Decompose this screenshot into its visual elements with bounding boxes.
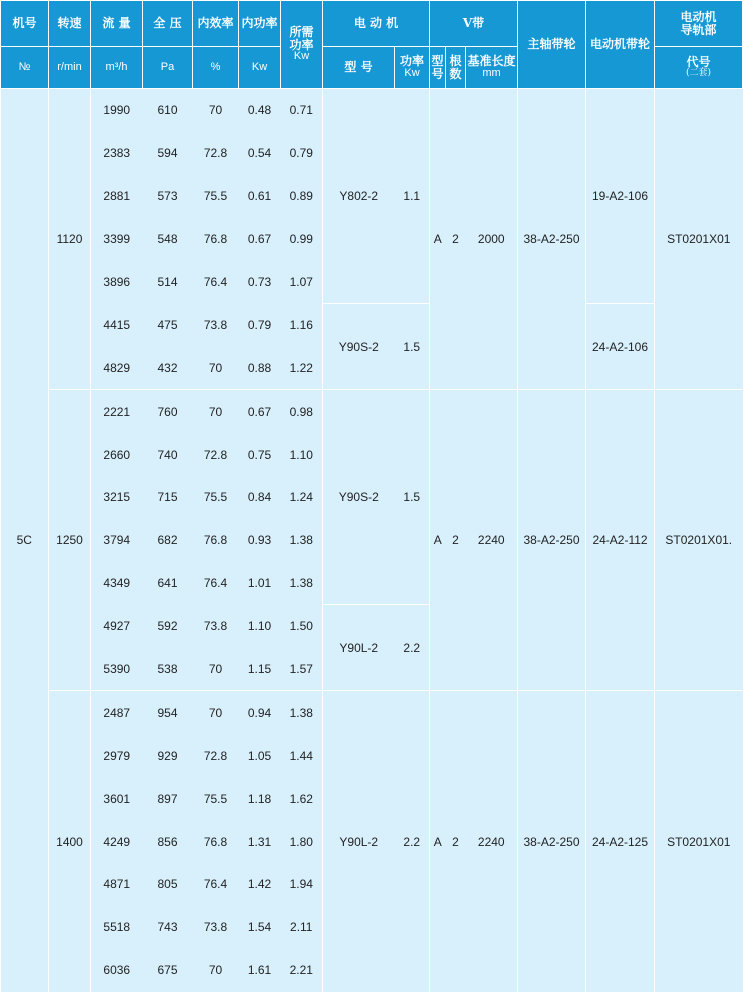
internal-power-cell: 0.67 bbox=[239, 218, 281, 261]
required-power-cell: 1.80 bbox=[281, 820, 323, 863]
pressure-cell: 805 bbox=[143, 863, 193, 906]
vbelt-length-cell: 2240 bbox=[466, 390, 518, 691]
header-motor-power bbox=[395, 47, 430, 89]
table-row bbox=[1, 303, 743, 346]
flow-cell: 2221 bbox=[91, 390, 143, 433]
motor-pulley-cell: 24-A2-106 bbox=[586, 303, 655, 389]
pressure-cell: 514 bbox=[143, 261, 193, 304]
flow-cell: 3215 bbox=[91, 476, 143, 519]
efficiency-cell: 70 bbox=[193, 89, 239, 132]
header-motor-power-l2: Kw bbox=[404, 67, 420, 80]
header-main-pulley: 主轴带轮 bbox=[518, 1, 586, 89]
header-vbelt-count-l2: 数 bbox=[449, 66, 462, 81]
header-rail-code bbox=[655, 47, 743, 89]
motor-power-cell: 1.1 bbox=[395, 89, 430, 304]
pressure-cell: 475 bbox=[143, 303, 193, 346]
motor-power-cell: 2.2 bbox=[395, 605, 430, 691]
flow-cell: 4927 bbox=[91, 605, 143, 648]
flow-cell: 6036 bbox=[91, 949, 143, 992]
required-power-cell: 1.38 bbox=[281, 562, 323, 605]
pressure-cell: 432 bbox=[143, 346, 193, 389]
pressure-cell: 573 bbox=[143, 175, 193, 218]
header-speed-unit: r/min bbox=[49, 47, 91, 89]
header-pressure: 全 压 bbox=[143, 1, 193, 47]
pressure-cell: 929 bbox=[143, 734, 193, 777]
vbelt-type-cell: A bbox=[430, 691, 446, 992]
header-efficiency-unit: % bbox=[193, 47, 239, 89]
header-flow: 流 量 bbox=[91, 1, 143, 47]
motor-pulley-cell: 24-A2-112 bbox=[586, 390, 655, 691]
header-vbelt-type-l2: 号 bbox=[431, 66, 444, 81]
flow-cell: 1990 bbox=[91, 89, 143, 132]
speed-cell: 1120 bbox=[49, 89, 91, 390]
flow-cell: 5390 bbox=[91, 648, 143, 691]
speed-cell: 1250 bbox=[49, 390, 91, 691]
efficiency-cell: 72.8 bbox=[193, 132, 239, 175]
efficiency-cell: 73.8 bbox=[193, 906, 239, 949]
internal-power-cell: 0.75 bbox=[239, 433, 281, 476]
flow-cell: 2881 bbox=[91, 175, 143, 218]
header-vbelt-length bbox=[466, 47, 518, 89]
rail-code-cell: ST0201X01 bbox=[655, 691, 743, 992]
required-power-cell: 2.11 bbox=[281, 906, 323, 949]
speed-cell: 1400 bbox=[49, 691, 91, 992]
internal-power-cell: 0.79 bbox=[239, 303, 281, 346]
pressure-cell: 760 bbox=[143, 390, 193, 433]
internal-power-cell: 0.84 bbox=[239, 476, 281, 519]
efficiency-cell: 76.4 bbox=[193, 261, 239, 304]
motor-model-cell: Y90L-2 bbox=[323, 691, 395, 992]
required-power-cell: 0.79 bbox=[281, 132, 323, 175]
required-power-cell: 1.57 bbox=[281, 648, 323, 691]
required-power-cell: 0.89 bbox=[281, 175, 323, 218]
header-machine-no: 机号 bbox=[1, 1, 49, 47]
internal-power-cell: 0.73 bbox=[239, 261, 281, 304]
internal-power-cell: 1.01 bbox=[239, 562, 281, 605]
required-power-cell: 1.50 bbox=[281, 605, 323, 648]
pressure-cell: 592 bbox=[143, 605, 193, 648]
flow-cell: 2383 bbox=[91, 132, 143, 175]
internal-power-cell: 1.05 bbox=[239, 734, 281, 777]
efficiency-cell: 70 bbox=[193, 648, 239, 691]
required-power-cell: 2.21 bbox=[281, 949, 323, 992]
internal-power-cell: 1.31 bbox=[239, 820, 281, 863]
main-pulley-cell: 38-A2-250 bbox=[518, 89, 586, 390]
header-vbelt-count bbox=[446, 47, 466, 89]
efficiency-cell: 72.8 bbox=[193, 734, 239, 777]
flow-cell: 2979 bbox=[91, 734, 143, 777]
motor-pulley-cell: 24-A2-125 bbox=[586, 691, 655, 992]
pressure-cell: 641 bbox=[143, 562, 193, 605]
flow-cell: 2487 bbox=[91, 691, 143, 734]
required-power-cell: 1.16 bbox=[281, 303, 323, 346]
pressure-cell: 675 bbox=[143, 949, 193, 992]
rail-code-cell: ST0201X01. bbox=[655, 390, 743, 691]
vbelt-length-cell: 2000 bbox=[466, 89, 518, 390]
vbelt-length-cell: 2240 bbox=[466, 691, 518, 992]
efficiency-cell: 75.5 bbox=[193, 777, 239, 820]
efficiency-cell: 72.8 bbox=[193, 433, 239, 476]
required-power-cell: 1.38 bbox=[281, 519, 323, 562]
flow-cell: 4871 bbox=[91, 863, 143, 906]
internal-power-cell: 1.10 bbox=[239, 605, 281, 648]
header-rail-code-label: 代号 bbox=[686, 55, 711, 70]
header-machine-no-unit: № bbox=[1, 47, 49, 89]
vbelt-count-cell: 2 bbox=[446, 691, 466, 992]
efficiency-cell: 70 bbox=[193, 691, 239, 734]
header-required-power-unit: Kw bbox=[293, 50, 310, 63]
header-motor-pulley: 电动机带轮 bbox=[586, 1, 655, 89]
pressure-cell: 548 bbox=[143, 218, 193, 261]
flow-cell: 4829 bbox=[91, 346, 143, 389]
table-row bbox=[1, 89, 743, 132]
motor-power-cell: 1.5 bbox=[395, 303, 430, 389]
flow-cell: 4415 bbox=[91, 303, 143, 346]
pressure-cell: 740 bbox=[143, 433, 193, 476]
required-power-cell: 1.24 bbox=[281, 476, 323, 519]
efficiency-cell: 76.8 bbox=[193, 218, 239, 261]
required-power-cell: 1.62 bbox=[281, 777, 323, 820]
header-motor-model: 型 号 bbox=[323, 47, 395, 89]
table-row bbox=[1, 691, 743, 734]
header-required-power-l1: 所需 bbox=[289, 25, 314, 40]
efficiency-cell: 75.5 bbox=[193, 476, 239, 519]
pressure-cell: 856 bbox=[143, 820, 193, 863]
header-vbelt-length-label: 基准长度 bbox=[467, 54, 516, 69]
pressure-cell: 682 bbox=[143, 519, 193, 562]
efficiency-cell: 70 bbox=[193, 949, 239, 992]
motor-power-cell: 1.5 bbox=[395, 390, 430, 605]
flow-cell: 3601 bbox=[91, 777, 143, 820]
vbelt-count-cell: 2 bbox=[446, 89, 466, 390]
internal-power-cell: 1.54 bbox=[239, 906, 281, 949]
main-pulley-cell: 38-A2-250 bbox=[518, 390, 586, 691]
header-rail-sets: (二套) bbox=[686, 68, 712, 79]
flow-cell: 2660 bbox=[91, 433, 143, 476]
pressure-cell: 538 bbox=[143, 648, 193, 691]
flow-cell: 3794 bbox=[91, 519, 143, 562]
internal-power-cell: 0.61 bbox=[239, 175, 281, 218]
header-internal-power: 内功率 bbox=[239, 1, 281, 47]
table-row bbox=[1, 390, 743, 433]
internal-power-cell: 0.48 bbox=[239, 89, 281, 132]
internal-power-cell: 1.42 bbox=[239, 863, 281, 906]
vbelt-type-cell: A bbox=[430, 390, 446, 691]
motor-model-cell: Y90L-2 bbox=[323, 605, 395, 691]
vbelt-type-cell: A bbox=[430, 89, 446, 390]
motor-model-cell: Y802-2 bbox=[323, 89, 395, 304]
efficiency-cell: 76.8 bbox=[193, 519, 239, 562]
header-vbelt-count-l1: 根 bbox=[449, 53, 462, 68]
required-power-cell: 0.99 bbox=[281, 218, 323, 261]
required-power-cell: 1.07 bbox=[281, 261, 323, 304]
efficiency-cell: 76.4 bbox=[193, 562, 239, 605]
rail-code-cell: ST0201X01 bbox=[655, 89, 743, 390]
required-power-cell: 1.22 bbox=[281, 346, 323, 389]
motor-power-cell: 2.2 bbox=[395, 691, 430, 992]
required-power-cell: 0.71 bbox=[281, 89, 323, 132]
efficiency-cell: 76.8 bbox=[193, 820, 239, 863]
efficiency-cell: 70 bbox=[193, 346, 239, 389]
required-power-cell: 0.98 bbox=[281, 390, 323, 433]
header-internal-power-unit: Kw bbox=[239, 47, 281, 89]
header-pressure-unit: Pa bbox=[143, 47, 193, 89]
table-header bbox=[1, 1, 743, 89]
internal-power-cell: 1.15 bbox=[239, 648, 281, 691]
header-vbelt: V带 bbox=[430, 1, 518, 47]
flow-cell: 3896 bbox=[91, 261, 143, 304]
header-motor-power-l1: 功率 bbox=[400, 54, 425, 69]
pressure-cell: 610 bbox=[143, 89, 193, 132]
motor-model-cell: Y90S-2 bbox=[323, 303, 395, 389]
vbelt-count-cell: 2 bbox=[446, 390, 466, 691]
header-rail bbox=[655, 1, 743, 47]
main-pulley-cell: 38-A2-250 bbox=[518, 691, 586, 992]
pressure-cell: 743 bbox=[143, 906, 193, 949]
table-body bbox=[1, 89, 743, 992]
required-power-cell: 1.38 bbox=[281, 691, 323, 734]
efficiency-cell: 73.8 bbox=[193, 303, 239, 346]
header-vbelt-type bbox=[430, 47, 446, 89]
header-rail-l2: 导轨部 bbox=[680, 22, 717, 37]
efficiency-cell: 75.5 bbox=[193, 175, 239, 218]
flow-cell: 3399 bbox=[91, 218, 143, 261]
required-power-cell: 1.44 bbox=[281, 734, 323, 777]
header-vbelt-length-unit: mm bbox=[482, 67, 501, 80]
header-required-power bbox=[281, 1, 323, 89]
internal-power-cell: 1.18 bbox=[239, 777, 281, 820]
flow-cell: 4349 bbox=[91, 562, 143, 605]
internal-power-cell: 1.61 bbox=[239, 949, 281, 992]
header-rail-l1: 电动机 bbox=[680, 9, 717, 24]
machine-no-cell: 5C bbox=[1, 89, 49, 992]
efficiency-cell: 76.4 bbox=[193, 863, 239, 906]
motor-pulley-cell: 19-A2-106 bbox=[586, 89, 655, 304]
pressure-cell: 715 bbox=[143, 476, 193, 519]
efficiency-cell: 73.8 bbox=[193, 605, 239, 648]
motor-model-cell: Y90S-2 bbox=[323, 390, 395, 605]
header-vbelt-type-l1: 型 bbox=[431, 53, 444, 68]
header-efficiency: 内效率 bbox=[193, 1, 239, 47]
header-flow-unit: m³/h bbox=[91, 47, 143, 89]
required-power-cell: 1.10 bbox=[281, 433, 323, 476]
internal-power-cell: 0.94 bbox=[239, 691, 281, 734]
pressure-cell: 594 bbox=[143, 132, 193, 175]
internal-power-cell: 0.88 bbox=[239, 346, 281, 389]
internal-power-cell: 0.93 bbox=[239, 519, 281, 562]
header-motor: 电 动 机 bbox=[323, 1, 430, 47]
flow-cell: 5518 bbox=[91, 906, 143, 949]
efficiency-cell: 70 bbox=[193, 390, 239, 433]
pressure-cell: 954 bbox=[143, 691, 193, 734]
pressure-cell: 897 bbox=[143, 777, 193, 820]
header-speed: 转速 bbox=[49, 1, 91, 47]
internal-power-cell: 0.67 bbox=[239, 390, 281, 433]
flow-cell: 4249 bbox=[91, 820, 143, 863]
internal-power-cell: 0.54 bbox=[239, 132, 281, 175]
required-power-cell: 1.94 bbox=[281, 863, 323, 906]
header-required-power-l2: 功率 bbox=[289, 37, 314, 52]
